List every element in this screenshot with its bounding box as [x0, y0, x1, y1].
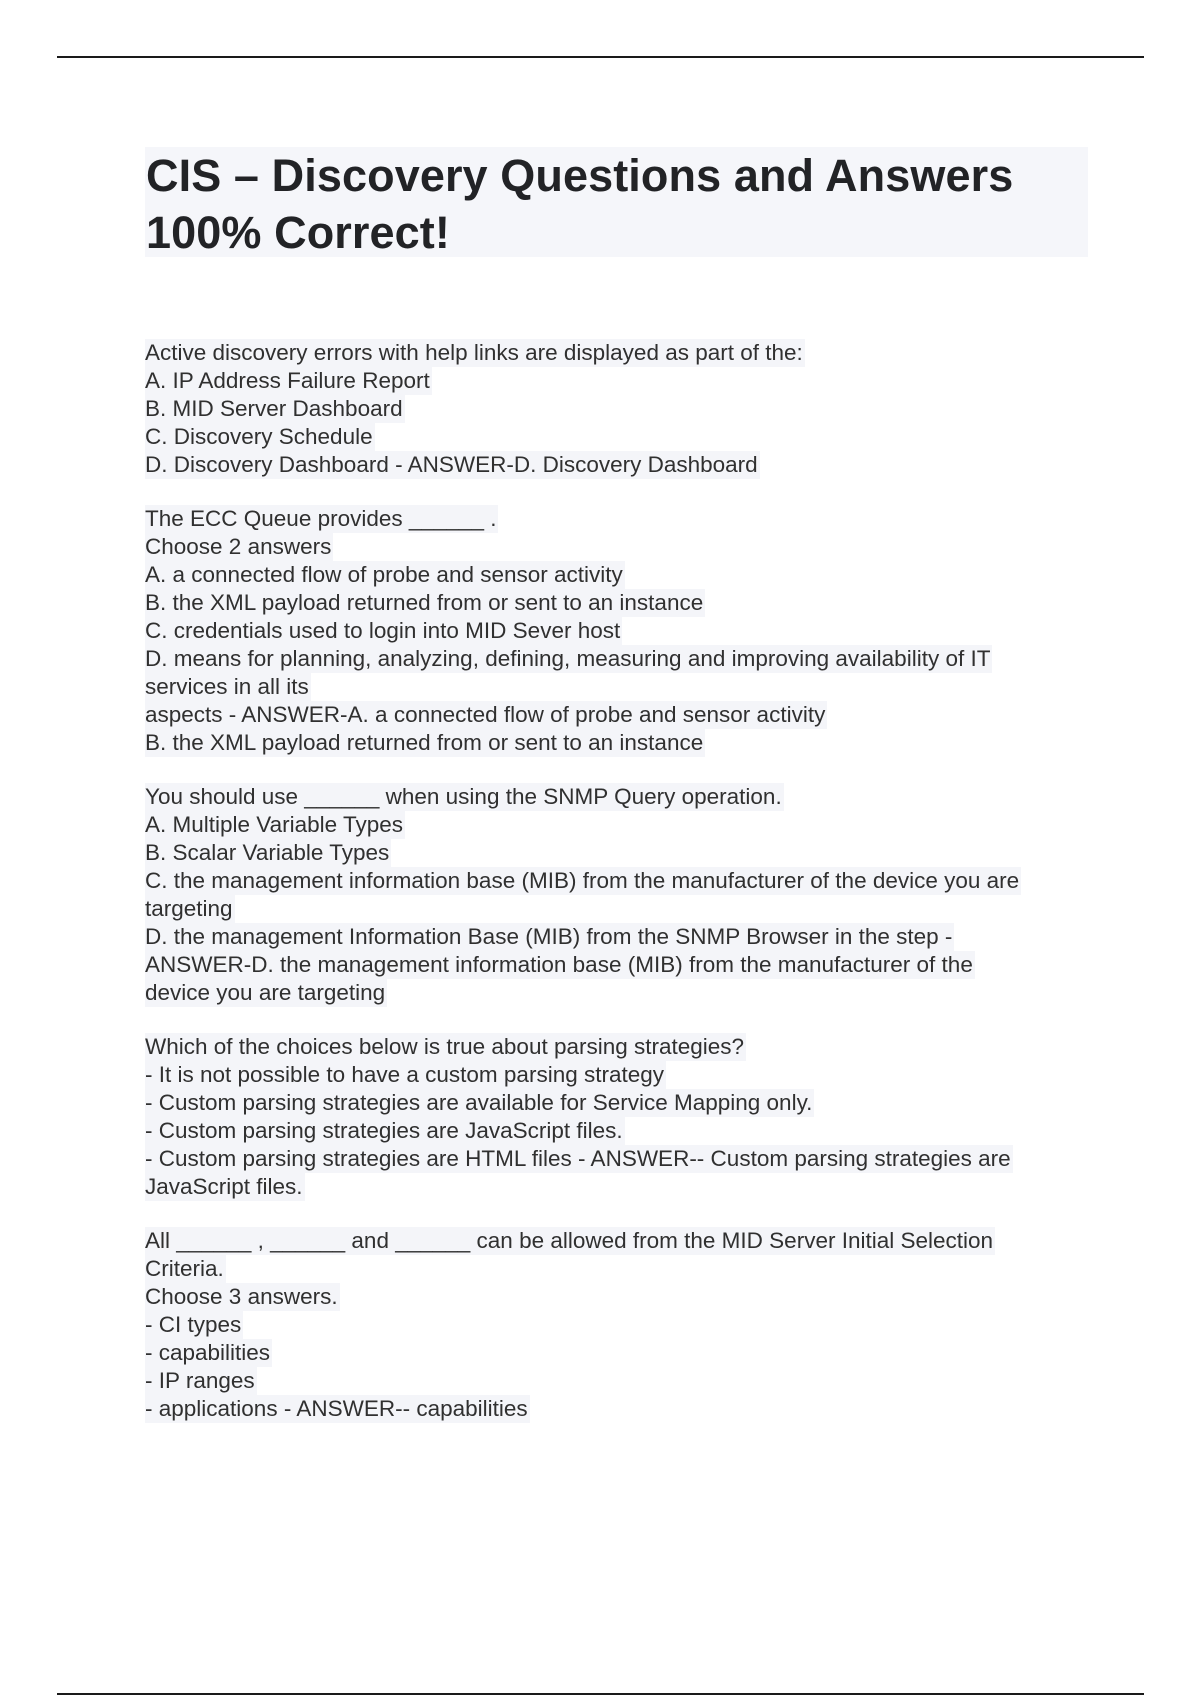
question-block-4 [145, 1033, 1105, 1201]
question-line: - It is not possible to have a custom parsing strategy [145, 1062, 665, 1087]
question-line: B. the XML payload returned from or sent to an instance [145, 590, 704, 615]
question-block-3 [145, 783, 1105, 1007]
question-line: - Custom parsing strategies are available for Service Mapping only. [145, 1090, 813, 1115]
question-block-5 [145, 1227, 1105, 1423]
question-line: C. Discovery Schedule [145, 424, 373, 449]
question-line: A. a connected flow of probe and sensor activity [145, 562, 623, 587]
question-line: - Custom parsing strategies are HTML files - ANSWER-- Custom parsing strategies are [145, 1146, 1011, 1171]
bottom-rule [57, 1693, 1144, 1695]
question-line: D. Discovery Dashboard - ANSWER-D. Discovery Dashboard [145, 452, 758, 477]
question-line: The ECC Queue provides ______ . [145, 506, 497, 531]
question-block-1 [145, 339, 1105, 479]
question-block-2 [145, 505, 1105, 757]
question-line: B. Scalar Variable Types [145, 840, 390, 865]
question-line: All ______ , ______ and ______ can be allowed from the MID Server Initial Selection [145, 1228, 994, 1253]
question-line: Active discovery errors with help links are displayed as part of the: [145, 340, 803, 365]
question-line: D. the management Information Base (MIB) from the SNMP Browser in the step - [145, 924, 953, 949]
question-line: Criteria. [145, 1256, 224, 1281]
question-line: - CI types [145, 1312, 242, 1337]
question-line: - IP ranges [145, 1368, 255, 1393]
question-line: - Custom parsing strategies are JavaScript files. [145, 1118, 623, 1143]
document-title [145, 147, 1088, 261]
question-line: B. the XML payload returned from or sent to an instance [145, 730, 704, 755]
question-line: Choose 3 answers. [145, 1284, 338, 1309]
question-line: Choose 2 answers [145, 534, 332, 559]
question-line: A. IP Address Failure Report [145, 368, 430, 393]
question-line: C. the management information base (MIB) from the manufacturer of the device you are [145, 868, 1020, 893]
question-line: device you are targeting [145, 980, 386, 1005]
question-line: You should use ______ when using the SNMP Query operation. [145, 784, 782, 809]
question-line: Which of the choices below is true about parsing strategies? [145, 1034, 745, 1059]
question-line: B. MID Server Dashboard [145, 396, 403, 421]
question-line: JavaScript files. [145, 1174, 303, 1199]
question-line: C. credentials used to login into MID Sever host [145, 618, 621, 643]
questions-list [145, 339, 1105, 1449]
top-rule [57, 56, 1144, 58]
question-line: targeting [145, 896, 233, 921]
question-line: - capabilities [145, 1340, 271, 1365]
title-line: 100% Correct! [146, 207, 450, 258]
question-line: A. Multiple Variable Types [145, 812, 404, 837]
title-line: CIS – Discovery Questions and Answers [146, 150, 1014, 201]
question-line: services in all its [145, 674, 309, 699]
question-line: ANSWER-D. the management information base (MIB) from the manufacturer of the [145, 952, 973, 977]
question-line: - applications - ANSWER-- capabilities [145, 1396, 528, 1421]
question-line: D. means for planning, analyzing, defining, measuring and improving availability of IT [145, 646, 991, 671]
question-line: aspects - ANSWER-A. a connected flow of probe and sensor activity [145, 702, 826, 727]
title-block [145, 147, 1088, 257]
